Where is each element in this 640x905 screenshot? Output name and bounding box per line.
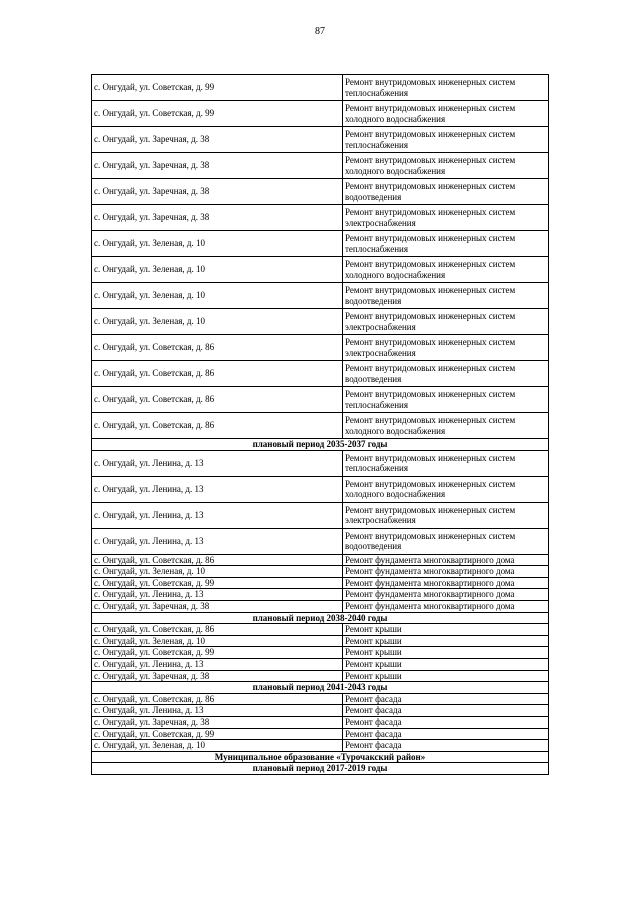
address-cell: с. Онгудай, ул. Заречная, д. 38 bbox=[92, 153, 343, 179]
table-row bbox=[92, 647, 549, 659]
work-type-cell: Ремонт внутридомовых инженерных систем теплоснабжения bbox=[343, 231, 549, 257]
work-type-cell: Ремонт внутридомовых инженерных систем водоотведения bbox=[343, 179, 549, 205]
address-cell: с. Онгудай, ул. Зеленая, д. 10 bbox=[92, 309, 343, 335]
work-type-cell: Ремонт внутридомовых инженерных систем холодного водоснабжения bbox=[343, 101, 549, 127]
address-cell: с. Онгудай, ул. Ленина, д. 13 bbox=[92, 450, 343, 476]
table-row bbox=[92, 554, 549, 566]
work-type-cell: Ремонт внутридомовых инженерных систем электроснабжения bbox=[343, 309, 549, 335]
table-row bbox=[92, 127, 549, 153]
address-cell: с. Онгудай, ул. Советская, д. 86 bbox=[92, 693, 343, 705]
work-type-cell: Ремонт фундамента многоквартирного дома bbox=[343, 554, 549, 566]
work-type-cell: Ремонт фундамента многоквартирного дома bbox=[343, 600, 549, 612]
work-type-cell: Ремонт внутридомовых инженерных систем водоотведения bbox=[343, 283, 549, 309]
address-cell: с. Онгудай, ул. Советская, д. 86 bbox=[92, 387, 343, 413]
address-cell: с. Онгудай, ул. Советская, д. 86 bbox=[92, 624, 343, 636]
table-row bbox=[92, 179, 549, 205]
work-type-cell: Ремонт внутридомовых инженерных систем теплоснабжения bbox=[343, 127, 549, 153]
table-row bbox=[92, 589, 549, 601]
section-title: Муниципальное образование «Турочакский район» bbox=[92, 751, 549, 763]
address-cell: с. Онгудай, ул. Советская, д. 99 bbox=[92, 728, 343, 740]
work-type-cell: Ремонт внутридомовых инженерных систем водоотведения bbox=[343, 528, 549, 554]
section-header-row bbox=[92, 682, 549, 694]
work-type-cell: Ремонт фундамента многоквартирного дома bbox=[343, 566, 549, 578]
table-row bbox=[92, 670, 549, 682]
work-type-cell: Ремонт фасада bbox=[343, 740, 549, 752]
work-type-cell: Ремонт внутридомовых инженерных систем холодного водоснабжения bbox=[343, 257, 549, 283]
address-cell: с. Онгудай, ул. Ленина, д. 13 bbox=[92, 705, 343, 717]
table-body bbox=[92, 75, 549, 775]
work-type-cell: Ремонт внутридомовых инженерных систем электроснабжения bbox=[343, 502, 549, 528]
table-row bbox=[92, 231, 549, 257]
work-type-cell: Ремонт фундамента многоквартирного дома bbox=[343, 589, 549, 601]
table-row bbox=[92, 387, 549, 413]
table-row bbox=[92, 75, 549, 101]
address-cell: с. Онгудай, ул. Заречная, д. 38 bbox=[92, 127, 343, 153]
table-row bbox=[92, 335, 549, 361]
repair-schedule-table bbox=[91, 74, 549, 775]
work-type-cell: Ремонт крыши bbox=[343, 658, 549, 670]
table-row bbox=[92, 624, 549, 636]
work-type-cell: Ремонт внутридомовых инженерных систем теплоснабжения bbox=[343, 387, 549, 413]
address-cell: с. Онгудай, ул. Зеленая, д. 10 bbox=[92, 635, 343, 647]
address-cell: с. Онгудай, ул. Советская, д. 86 bbox=[92, 335, 343, 361]
table-row bbox=[92, 101, 549, 127]
table-row bbox=[92, 728, 549, 740]
table-row bbox=[92, 528, 549, 554]
table-row bbox=[92, 693, 549, 705]
work-type-cell: Ремонт фасада bbox=[343, 693, 549, 705]
address-cell: с. Онгудай, ул. Ленина, д. 13 bbox=[92, 528, 343, 554]
table-row bbox=[92, 577, 549, 589]
table-row bbox=[92, 740, 549, 752]
address-cell: с. Онгудай, ул. Ленина, д. 13 bbox=[92, 658, 343, 670]
address-cell: с. Онгудай, ул. Ленина, д. 13 bbox=[92, 476, 343, 502]
section-title: плановый период 2035-2037 годы bbox=[92, 439, 549, 451]
table-row bbox=[92, 600, 549, 612]
work-type-cell: Ремонт внутридомовых инженерных систем электроснабжения bbox=[343, 335, 549, 361]
address-cell: с. Онгудай, ул. Советская, д. 99 bbox=[92, 101, 343, 127]
address-cell: с. Онгудай, ул. Советская, д. 99 bbox=[92, 577, 343, 589]
table-row bbox=[92, 635, 549, 647]
section-header-row bbox=[92, 763, 549, 775]
table-row bbox=[92, 205, 549, 231]
address-cell: с. Онгудай, ул. Зеленая, д. 10 bbox=[92, 231, 343, 257]
table-row bbox=[92, 658, 549, 670]
table-row bbox=[92, 705, 549, 717]
work-type-cell: Ремонт внутридомовых инженерных систем холодного водоснабжения bbox=[343, 413, 549, 439]
address-cell: с. Онгудай, ул. Советская, д. 99 bbox=[92, 75, 343, 101]
section-header-row bbox=[92, 751, 549, 763]
address-cell: с. Онгудай, ул. Советская, д. 86 bbox=[92, 413, 343, 439]
table-row bbox=[92, 153, 549, 179]
work-type-cell: Ремонт внутридомовых инженерных систем теплоснабжения bbox=[343, 450, 549, 476]
table-row bbox=[92, 257, 549, 283]
table-row bbox=[92, 413, 549, 439]
section-title: плановый период 2038-2040 годы bbox=[92, 612, 549, 624]
address-cell: с. Онгудай, ул. Советская, д. 86 bbox=[92, 361, 343, 387]
work-type-cell: Ремонт фасада bbox=[343, 716, 549, 728]
table-row bbox=[92, 450, 549, 476]
section-header-row bbox=[92, 439, 549, 451]
table-row bbox=[92, 309, 549, 335]
address-cell: с. Онгудай, ул. Заречная, д. 38 bbox=[92, 600, 343, 612]
table-row bbox=[92, 566, 549, 578]
address-cell: с. Онгудай, ул. Зеленая, д. 10 bbox=[92, 283, 343, 309]
work-type-cell: Ремонт внутридомовых инженерных систем холодного водоснабжения bbox=[343, 476, 549, 502]
address-cell: с. Онгудай, ул. Заречная, д. 38 bbox=[92, 716, 343, 728]
section-title: плановый период 2017-2019 годы bbox=[92, 763, 549, 775]
table-row bbox=[92, 283, 549, 309]
table-row bbox=[92, 476, 549, 502]
work-type-cell: Ремонт крыши bbox=[343, 635, 549, 647]
address-cell: с. Онгудай, ул. Ленина, д. 13 bbox=[92, 589, 343, 601]
work-type-cell: Ремонт внутридомовых инженерных систем холодного водоснабжения bbox=[343, 153, 549, 179]
table-row bbox=[92, 502, 549, 528]
address-cell: с. Онгудай, ул. Зеленая, д. 10 bbox=[92, 566, 343, 578]
address-cell: с. Онгудай, ул. Зеленая, д. 10 bbox=[92, 740, 343, 752]
address-cell: с. Онгудай, ул. Заречная, д. 38 bbox=[92, 179, 343, 205]
page-number: 87 bbox=[315, 26, 325, 37]
address-cell: с. Онгудай, ул. Заречная, д. 38 bbox=[92, 205, 343, 231]
work-type-cell: Ремонт фасада bbox=[343, 705, 549, 717]
work-type-cell: Ремонт крыши bbox=[343, 647, 549, 659]
work-type-cell: Ремонт фундамента многоквартирного дома bbox=[343, 577, 549, 589]
work-type-cell: Ремонт крыши bbox=[343, 670, 549, 682]
table-row bbox=[92, 716, 549, 728]
address-cell: с. Онгудай, ул. Советская, д. 86 bbox=[92, 554, 343, 566]
section-header-row bbox=[92, 612, 549, 624]
section-title: плановый период 2041-2043 годы bbox=[92, 682, 549, 694]
work-type-cell: Ремонт внутридомовых инженерных систем теплоснабжения bbox=[343, 75, 549, 101]
work-type-cell: Ремонт фасада bbox=[343, 728, 549, 740]
table-row bbox=[92, 361, 549, 387]
address-cell: с. Онгудай, ул. Заречная, д. 38 bbox=[92, 670, 343, 682]
work-type-cell: Ремонт внутридомовых инженерных систем водоотведения bbox=[343, 361, 549, 387]
work-type-cell: Ремонт крыши bbox=[343, 624, 549, 636]
work-type-cell: Ремонт внутридомовых инженерных систем электроснабжения bbox=[343, 205, 549, 231]
address-cell: с. Онгудай, ул. Ленина, д. 13 bbox=[92, 502, 343, 528]
address-cell: с. Онгудай, ул. Советская, д. 99 bbox=[92, 647, 343, 659]
address-cell: с. Онгудай, ул. Зеленая, д. 10 bbox=[92, 257, 343, 283]
